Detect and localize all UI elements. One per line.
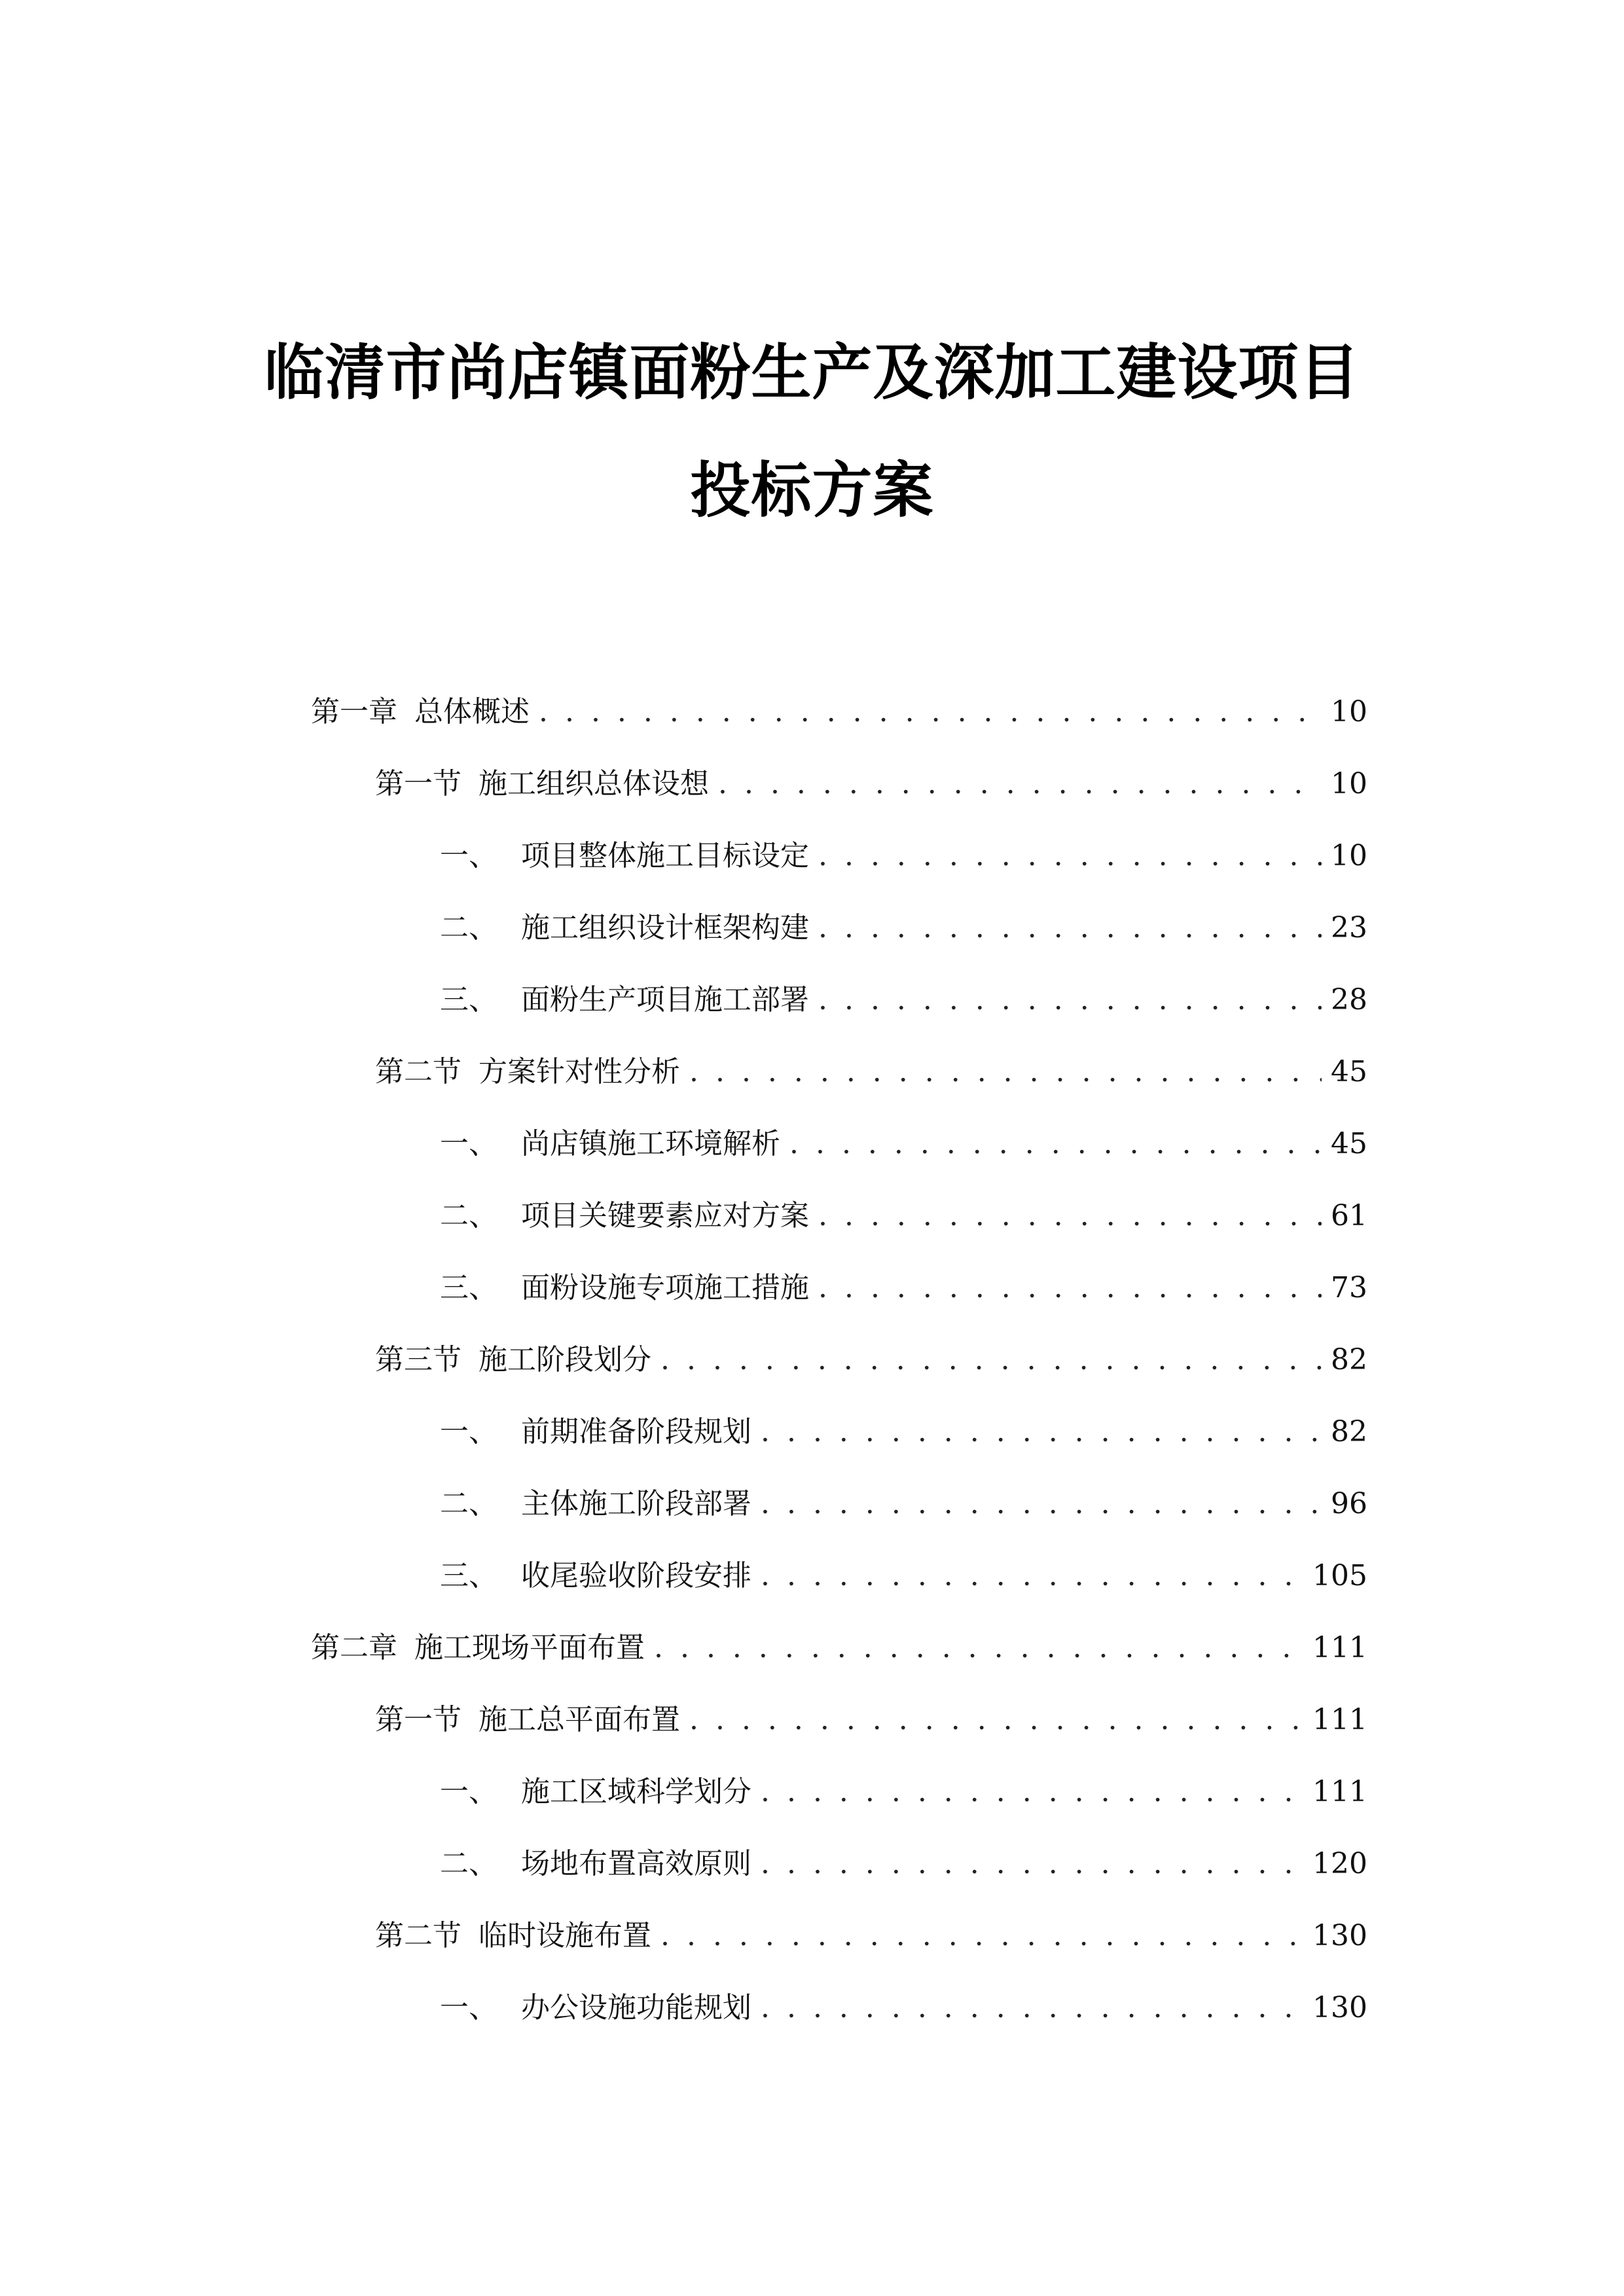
toc-leader-dots [718,758,1322,810]
toc-entry[interactable] [0,1262,1624,1314]
toc-entry-number: 三、 [440,1271,497,1304]
document-title-line-1: 临清市尚店镇面粉生产及深加工建设项目 [264,338,1360,408]
toc-entry-title: 面粉设施专项施工措施 [521,1271,809,1304]
toc-leader-dots [761,1766,1303,1818]
toc-entry-number: 一、 [440,1775,497,1808]
toc-entry[interactable] [0,974,1624,1026]
toc-entry-number: 第一章 [311,695,397,728]
toc-entry-page: 23 [1331,911,1367,944]
toc-entry-page: 111 [1312,1703,1367,1736]
toc-leader-dots [818,1190,1322,1242]
toc-entry-number: 第二节 [375,1055,461,1088]
toc-entry-title: 施工区域科学划分 [521,1775,751,1808]
toc-entry[interactable] [0,1766,1624,1818]
toc-leader-dots [789,1118,1322,1170]
toc-entry[interactable] [0,830,1624,882]
toc-entry-title: 办公设施功能规划 [521,1991,751,2024]
toc-entry[interactable] [0,1190,1624,1242]
toc-entry-title: 主体施工阶段部署 [521,1487,751,1520]
toc-entry-page: 10 [1331,839,1367,872]
toc-leader-dots [689,1046,1322,1098]
toc-entry-title: 尚店镇施工环境解析 [521,1127,780,1160]
toc-entry-page: 105 [1312,1559,1367,1592]
toc-entry-page: 82 [1331,1415,1367,1448]
toc-leader-dots [761,1838,1303,1890]
toc-entry-title: 临时设施布置 [478,1919,651,1952]
toc-entry-title: 前期准备阶段规划 [521,1415,751,1448]
toc-entry-title: 施工组织设计框架构建 [521,911,809,944]
toc-entry-page: 130 [1312,1919,1367,1952]
toc-entry-title: 总体概述 [414,695,530,728]
toc-leader-dots [761,1550,1303,1602]
toc-entry[interactable] [0,1046,1624,1098]
document-title-line-2: 投标方案 [690,456,934,526]
toc-entry-title: 项目关键要素应对方案 [521,1199,809,1232]
toc-entry-number: 一、 [440,839,497,872]
toc-leader-dots [818,830,1322,882]
toc-entry-number: 二、 [440,911,497,944]
toc-entry-page: 96 [1331,1487,1367,1520]
toc-entry-title: 施工总平面布置 [478,1703,680,1736]
toc-leader-dots [818,974,1322,1026]
toc-entry-page: 28 [1331,983,1367,1016]
toc-entry-title: 方案针对性分析 [478,1055,680,1088]
toc-entry-page: 111 [1312,1775,1367,1808]
toc-entry-title: 收尾验收阶段安排 [521,1559,751,1592]
toc-entry[interactable] [0,1334,1624,1386]
toc-entry-number: 一、 [440,1127,497,1160]
toc-entry[interactable] [0,1982,1624,2034]
toc-entry-page: 10 [1331,695,1367,728]
toc-entry[interactable] [0,758,1624,810]
toc-entry-page: 120 [1312,1847,1367,1880]
toc-entry[interactable] [0,1910,1624,1962]
toc-entry-number: 第一节 [375,767,461,800]
toc-leader-dots [660,1910,1303,1962]
toc-leader-dots [660,1334,1322,1386]
toc-entry-page: 82 [1331,1343,1367,1376]
toc-entry-number: 第二章 [311,1631,397,1664]
toc-entry[interactable] [0,1694,1624,1746]
toc-entry-number: 三、 [440,1559,497,1592]
toc-entry[interactable] [0,1118,1624,1170]
toc-entry[interactable] [0,902,1624,954]
toc-entry-page: 73 [1331,1271,1367,1304]
toc-entry-page: 45 [1331,1055,1367,1088]
toc-entry-number: 三、 [440,983,497,1016]
toc-entry-page: 61 [1331,1199,1367,1232]
toc-entry[interactable] [0,1838,1624,1890]
toc-entry-number: 第一节 [375,1703,461,1736]
toc-entry-number: 二、 [440,1199,497,1232]
toc-entry[interactable] [0,686,1624,738]
toc-entry-title: 场地布置高效原则 [521,1847,751,1880]
toc-entry-title: 项目整体施工目标设定 [521,839,809,872]
toc-leader-dots [654,1622,1303,1674]
toc-entry-title: 施工阶段划分 [478,1343,651,1376]
toc-entry-number: 一、 [440,1415,497,1448]
toc-entry-page: 10 [1331,767,1367,800]
toc-entry[interactable] [0,1550,1624,1602]
toc-entry-number: 第三节 [375,1343,461,1376]
toc-entry-number: 第二节 [375,1919,461,1952]
toc-leader-dots [689,1694,1303,1746]
toc-entry-page: 45 [1331,1127,1367,1160]
toc-entry[interactable] [0,1478,1624,1530]
toc-entry-number: 一、 [440,1991,497,2024]
toc-entry-title: 面粉生产项目施工部署 [521,983,809,1016]
toc-entry-number: 二、 [440,1847,497,1880]
toc-leader-dots [818,1262,1322,1314]
toc-entry[interactable] [0,1406,1624,1458]
toc-leader-dots [761,1406,1322,1458]
toc-entry[interactable] [0,1622,1624,1674]
toc-entry-page: 130 [1312,1991,1367,2024]
toc-leader-dots [539,686,1322,738]
toc-entry-page: 111 [1312,1631,1367,1664]
toc-entry-title: 施工现场平面布置 [414,1631,645,1664]
toc-leader-dots [761,1478,1322,1530]
toc-entry-title: 施工组织总体设想 [478,767,709,800]
toc-entry-number: 二、 [440,1487,497,1520]
toc-leader-dots [818,902,1322,954]
toc-leader-dots [761,1982,1303,2034]
